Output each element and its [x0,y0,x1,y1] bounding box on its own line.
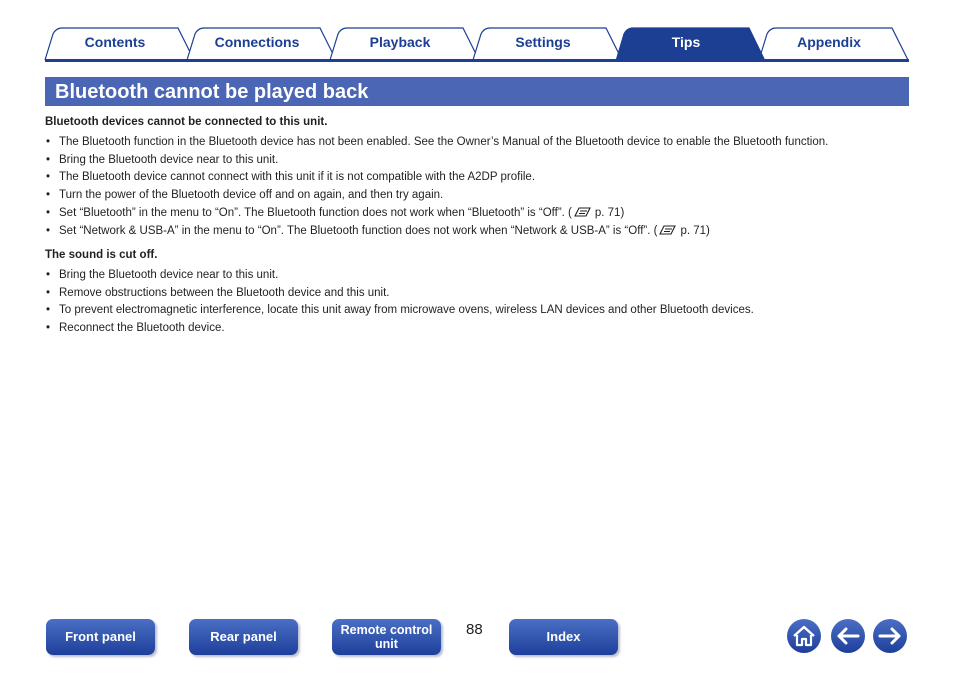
list-item-text: Remove obstructions between the Bluetooth device and this unit. [59,287,390,299]
page-reference-icon [658,224,678,236]
list-item [46,321,225,335]
bullet-dot: • [46,269,51,281]
section-heading-sound-cut-off: The sound is cut off. [45,249,158,261]
bullet-dot: • [46,287,51,299]
list-item-text: Set “Network & USB-A” in the menu to “On”. The Bluetooth function does not work when “Network & USB-A” is “Off”. ( [59,225,658,237]
list-item [46,224,710,238]
tab-playback[interactable]: Playback [369,34,431,50]
remote-control-label-line1: Remote control [340,623,433,637]
list-item-text: The Bluetooth function in the Bluetooth device has not been enabled. See the Owner’s Manual of the Bluetooth device to enable the Bluetooth function. [59,136,829,148]
rear-panel-button[interactable]: Rear panel [189,619,298,655]
bullet-dot: • [46,189,51,201]
list-item-text: Set “Bluetooth” in the menu to “On”. The Bluetooth function does not work when “Bluetooth” is “Off”. ( [59,207,572,219]
tab-contents[interactable]: Contents [84,34,146,50]
section-heading-cannot-connect: Bluetooth devices cannot be connected to this unit. [45,116,328,128]
page-reference-link[interactable]: p. 71) [594,207,625,219]
list-item-text: The Bluetooth device cannot connect with this unit if it is not compatible with the A2DP profile. [59,171,536,183]
list-item [46,303,754,317]
remote-control-unit-button[interactable] [332,619,441,655]
bullet-dot: • [46,304,51,316]
page-reference-link[interactable]: p. 71) [680,225,710,237]
list-item-text: Turn the power of the Bluetooth device off and on again, and then try again. [59,189,444,201]
list-item-text: To prevent electromagnetic interference, locate this unit away from microwave ovens, wireless LAN devices and other Bluetooth devices. [59,304,754,316]
remote-control-label-line2: unit [375,637,398,651]
list-item-text: Bring the Bluetooth device near to this unit. [59,269,279,281]
list-item [46,286,390,300]
bullet-dot: • [46,225,51,237]
bullet-dot: • [46,322,51,334]
page-reference-icon [573,206,593,218]
forward-arrow-icon[interactable] [872,618,908,654]
tab-bar [0,0,954,64]
list-item [46,170,535,184]
page-title-bar [45,77,909,106]
page-title: Bluetooth cannot be played back [55,81,369,103]
list-item-text: Reconnect the Bluetooth device. [59,322,225,334]
tab-shapes [0,0,954,64]
back-arrow-icon[interactable] [830,618,866,654]
home-icon[interactable] [786,618,822,654]
list-item [46,206,624,220]
list-item [46,188,443,202]
list-item-text: Bring the Bluetooth device near to this unit. [59,154,279,166]
tab-tips[interactable]: Tips [671,34,701,50]
tab-connections[interactable]: Connections [214,34,300,50]
list-item [46,135,828,149]
bullet-dot: • [46,171,51,183]
bullet-dot: • [46,136,51,148]
list-item [46,268,278,282]
bullet-dot: • [46,207,51,219]
list-item [46,153,278,167]
tab-settings[interactable]: Settings [515,34,571,50]
page-number: 88 [466,621,483,638]
bullet-dot: • [46,154,51,166]
front-panel-button[interactable]: Front panel [46,619,155,655]
index-button[interactable]: Index [509,619,618,655]
tab-appendix[interactable]: Appendix [797,34,861,50]
